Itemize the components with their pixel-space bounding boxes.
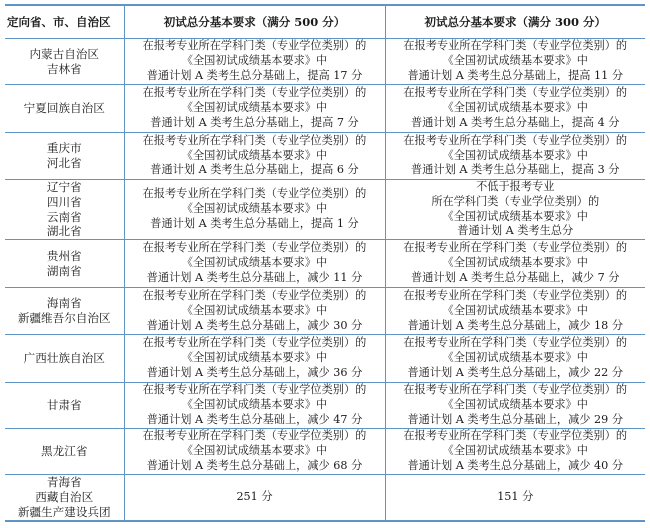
requirement-text: 在报考专业所在学科门类（专业学位类别）的 [142,288,367,302]
requirement-text: 在报考专业所在学科门类（专业学位类别）的 [142,86,367,100]
requirement-text: 《全国初试成绩基本要求》中 [442,398,588,412]
region-name: 新疆生产建设兵团 [17,504,111,519]
table-row [5,180,645,240]
header-score-300: 初试总分基本要求（满分 300 分） [385,5,645,39]
table-row [5,335,645,383]
region-cell [5,288,124,335]
region-cell [5,85,124,133]
requirement-text: 在报考专业所在学科门类（专业学位类别）的 [142,336,367,350]
region-name: 吉林省 [46,61,82,76]
requirement-text: 在报考专业所在学科门类（专业学位类别）的 [403,336,628,350]
region-name: 甘肃省 [46,398,82,413]
requirement-text: 在报考专业所在学科门类（专业学位类别）的 [142,383,367,397]
score-300-cell [385,180,645,240]
score-300-cell [385,383,645,429]
requirement-text: 在报考专业所在学科门类（专业学位类别）的 [403,288,628,302]
region-name: 辽宁省 [46,180,82,194]
score-500-cell [124,383,385,429]
region-name: 西藏自治区 [35,490,94,505]
region-name: 湖南省 [46,263,82,278]
score-300-cell [385,39,645,85]
requirement-text: 不低于报考专业 [476,180,555,193]
requirement-text: 普通计划 A 类考生总分基础上，减少 47 分 [146,413,363,427]
requirement-text: 在报考专业所在学科门类（专业学位类别）的 [142,187,367,201]
header-row [5,5,645,39]
region-cell [5,383,124,429]
requirement-text: 普通计划 A 类考生总分基础上，减少 7 分 [411,271,620,285]
requirement-text: 《全国初试成绩基本要求》中 [442,444,588,458]
requirement-text: 所在学科门类（专业学位类别）的 [431,194,600,208]
requirement-text: 《全国初试成绩基本要求》中 [442,209,588,223]
region-cell [5,240,124,288]
requirement-text: 普通计划 A 类考生总分基础上，减少 29 分 [407,413,624,427]
score-500-cell [124,335,385,383]
region-name: 云南省 [46,209,82,224]
requirement-text: 普通计划 A 类考生总分基础上，减少 36 分 [146,366,363,380]
region-cell [5,180,124,240]
score-500-cell [124,240,385,288]
score-500-cell [124,180,385,240]
table-row [5,383,645,429]
region-cell [5,429,124,475]
requirement-text: 在报考专业所在学科门类（专业学位类别）的 [403,39,628,53]
score-300-cell [385,240,645,288]
requirement-text: 《全国初试成绩基本要求》中 [181,54,328,68]
requirement-text: 在报考专业所在学科门类（专业学位类别）的 [403,383,628,397]
requirement-text: 普通计划 A 类考生总分基础上，减少 22 分 [407,366,624,380]
requirement-text: 《全国初试成绩基本要求》中 [181,148,328,162]
score-300-cell [385,475,645,521]
score-300-cell [385,133,645,180]
requirement-text: 普通计划 A 类考生总分基础上，提高 1 分 [150,216,359,230]
requirement-text: 普通计划 A 类考生总分基础上，减少 30 分 [146,318,363,332]
requirement-text: 《全国初试成绩基本要求》中 [181,101,328,115]
requirement-text: 《全国初试成绩基本要求》中 [442,256,588,270]
region-name: 宁夏回族自治区 [23,101,105,116]
score-requirements-table [5,4,645,522]
region-name: 广西壮族自治区 [23,351,105,366]
score-500-cell [124,85,385,133]
region-name: 青海省 [46,475,82,490]
requirement-text: 普通计划 A 类考生总分基础上，提高 17 分 [146,68,363,82]
requirement-text: 《全国初试成绩基本要求》中 [181,303,328,317]
score-300-cell [385,429,645,475]
requirement-text: 普通计划 A 类考生总分基础上，减少 18 分 [407,318,624,332]
score-500-cell [124,133,385,180]
score-500-cell [124,288,385,335]
requirement-text: 《全国初试成绩基本要求》中 [181,398,328,412]
table-row [5,429,645,475]
region-cell [5,133,124,180]
score-500-cell [124,475,385,521]
table-row [5,240,645,288]
requirement-text: 在报考专业所在学科门类（专业学位类别）的 [403,241,628,255]
requirement-text: 普通计划 A 类考生总分基础上，提高 6 分 [150,163,359,177]
requirement-text: 普通计划 A 类考生总分基础上，提高 11 分 [407,68,624,82]
requirement-text: 《全国初试成绩基本要求》中 [181,256,328,270]
table-row [5,288,645,335]
requirement-text: 在报考专业所在学科门类（专业学位类别）的 [142,241,367,255]
requirement-text: 《全国初试成绩基本要求》中 [181,202,328,216]
requirement-text: 普通计划 A 类考生总分基础上，提高 3 分 [411,163,620,177]
region-name: 新疆维吾尔自治区 [17,311,111,326]
region-name: 湖北省 [46,224,82,239]
requirement-text: 在报考专业所在学科门类（专业学位类别）的 [142,39,367,53]
score-300-cell [385,288,645,335]
header-score-500: 初试总分基本要求（满分 500 分） [124,5,385,39]
requirement-text: 普通计划 A 类考生总分基础上，提高 7 分 [150,115,359,129]
score-300-cell [385,335,645,383]
table-body [5,39,645,521]
requirement-text: 在报考专业所在学科门类（专业学位类别）的 [403,429,628,443]
requirement-text: 在报考专业所在学科门类（专业学位类别）的 [403,86,628,100]
region-name: 海南省 [46,296,82,311]
region-cell [5,475,124,521]
region-name: 重庆市 [46,141,82,156]
table-row [5,133,645,180]
header-region: 定向省、市、自治区 [5,5,124,39]
region-name: 贵州省 [46,248,82,263]
score-500-cell [124,39,385,85]
requirement-text: 普通计划 A 类考生总分基础上，减少 68 分 [146,459,363,473]
region-name: 四川省 [46,194,82,209]
requirement-text: 《全国初试成绩基本要求》中 [442,148,588,162]
requirement-text: 《全国初试成绩基本要求》中 [181,444,328,458]
requirement-text: 151 分 [497,490,534,504]
region-name: 内蒙古自治区 [29,46,100,61]
region-name: 河北省 [46,156,82,170]
table-row [5,39,645,85]
requirement-text: 《全国初试成绩基本要求》中 [442,101,588,115]
requirement-text: 在报考专业所在学科门类（专业学位类别）的 [142,429,367,443]
requirement-text: 普通计划 A 类考生总分基础上，减少 40 分 [407,459,624,473]
requirement-text: 《全国初试成绩基本要求》中 [442,303,588,317]
score-300-cell [385,85,645,133]
table-row [5,85,645,133]
region-cell [5,39,124,85]
requirement-text: 《全国初试成绩基本要求》中 [181,351,328,365]
requirement-text: 251 分 [236,490,273,504]
requirement-text: 《全国初试成绩基本要求》中 [442,54,588,68]
requirement-text: 在报考专业所在学科门类（专业学位类别）的 [403,133,628,147]
requirement-text: 普通计划 A 类考生总分基础上，减少 11 分 [146,271,363,285]
region-cell [5,335,124,383]
table-row [5,475,645,521]
requirement-text: 普通计划 A 类考生总分 [457,224,574,238]
region-name: 黑龙江省 [41,444,88,459]
requirement-text: 普通计划 A 类考生总分基础上，提高 4 分 [411,115,620,129]
requirement-text: 在报考专业所在学科门类（专业学位类别）的 [142,133,367,147]
score-500-cell [124,429,385,475]
requirement-text: 《全国初试成绩基本要求》中 [442,351,588,365]
